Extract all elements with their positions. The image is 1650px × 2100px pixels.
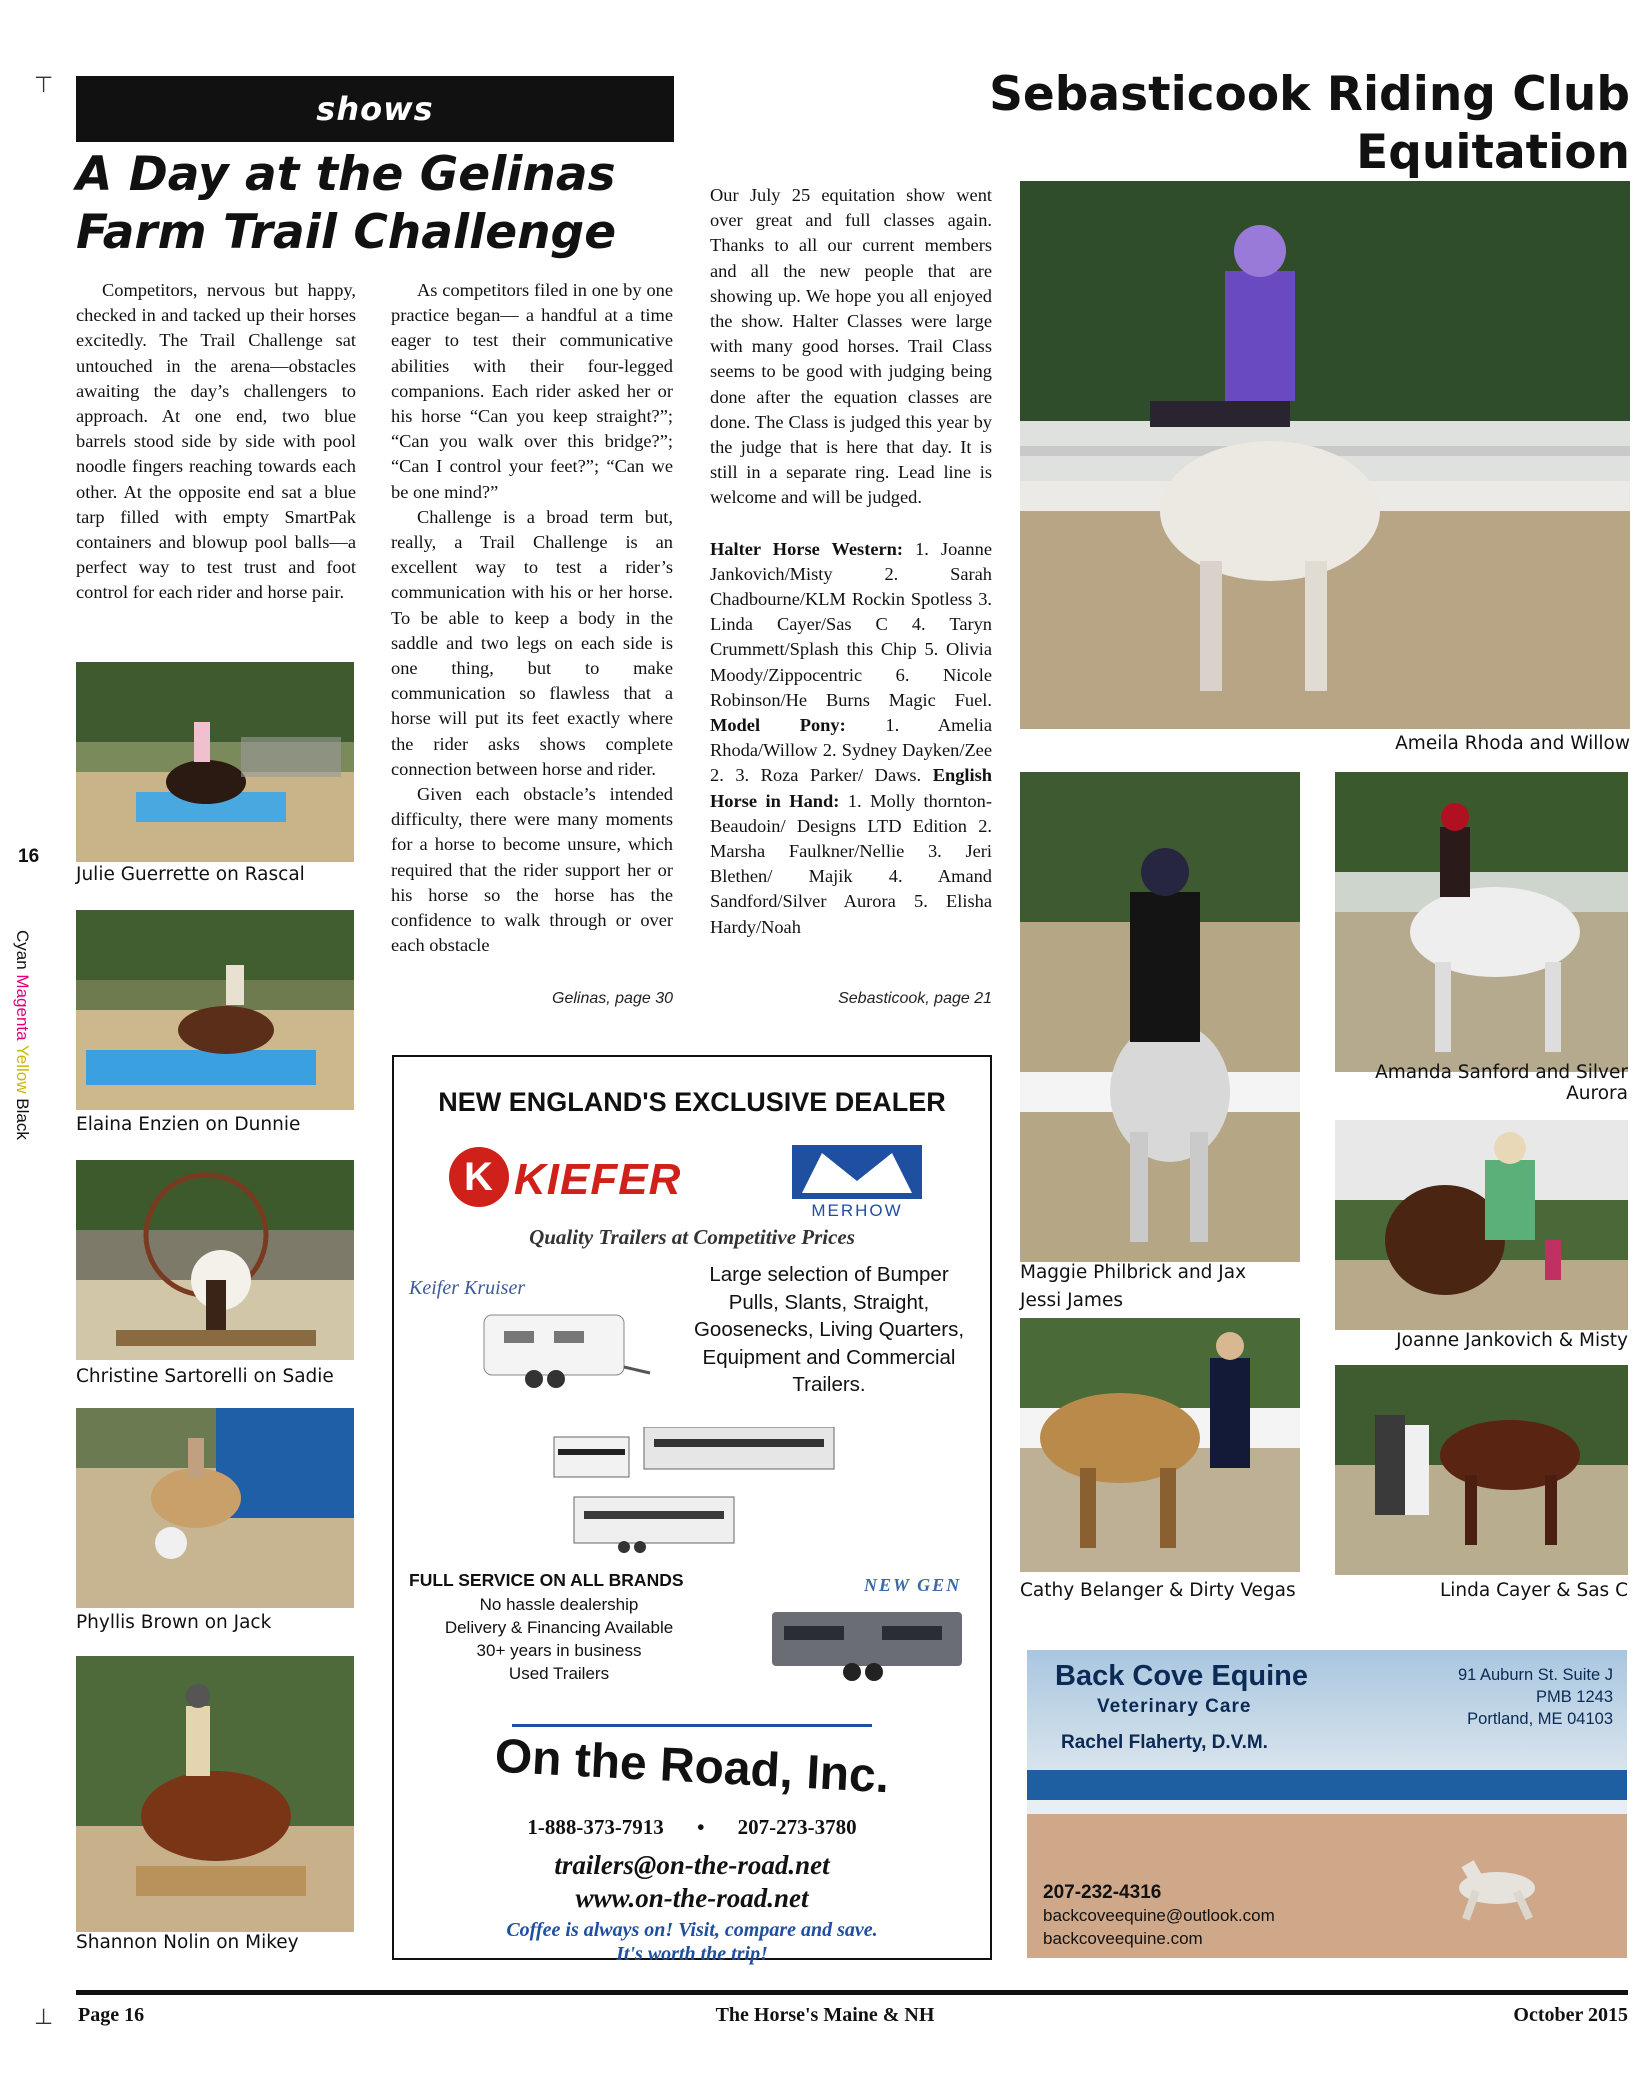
- article2-intro: Our July 25 equitation show went over great and full classes again. Thanks to all our current members and all the new people that are showing up. We hope you all enjoyed the show. Halter Classes were large with many good horses. Trail Class seems to be good with judging being done after the equation classes are done. The Class is judged this year by the judge that is here that day. It is still in a separate ring. Lead line is welcome and will be judged.: [710, 185, 992, 508]
- caption-maggie-1: Maggie Philbrick and Jax: [1020, 1262, 1247, 1283]
- newgen-trailer-image: [762, 1602, 982, 1692]
- footer-date: October 2015: [1513, 2004, 1628, 2026]
- registration-mark-bottom: ⊥: [34, 2004, 54, 2029]
- vet-doctor: Rachel Flaherty, D.V.M.: [1061, 1732, 1268, 1753]
- photo-amanda-silver: [1335, 772, 1628, 1072]
- footer-publication: The Horse's Maine & NH: [715, 2004, 935, 2026]
- margin-page-number: 16: [18, 846, 40, 867]
- kiefer-logo-text: KIEFER: [514, 1155, 682, 1204]
- vet-email[interactable]: backcoveequine@outlook.com: [1043, 1906, 1275, 1925]
- service-item: Delivery & Financing Available: [444, 1618, 674, 1637]
- ad-slogan-2: It's worth the trip!: [616, 1943, 768, 1965]
- ad-selection-text: Large selection of Bumper Pulls, Slants, Straight, Goosenecks, Living Quarters, Equipment and Commercial Trailers.: [693, 1263, 965, 1396]
- service-item: Used Trailers: [508, 1664, 610, 1683]
- merhow-logo-text: MERHOW: [811, 1201, 903, 1220]
- cyan-label: Cyan: [13, 930, 32, 970]
- footer-rule: [76, 1990, 1628, 1995]
- caption-cathy: Cathy Belanger & Dirty Vegas: [1020, 1580, 1296, 1601]
- caption-elaina: Elaina Enzien on Dunnie: [76, 1114, 301, 1135]
- vet-address: [1397, 1664, 1613, 1730]
- service-list: [409, 1593, 709, 1685]
- article2-continued-link[interactable]: Sebasticook, page 21: [838, 990, 992, 1007]
- kiefer-k-glyph: K: [464, 1155, 493, 1199]
- photo-shannon-mikey: [76, 1656, 354, 1932]
- service-item: No hassle dealership: [479, 1595, 639, 1614]
- footer-page: Page 16: [78, 2004, 145, 2026]
- ad-email[interactable]: trailers@on-the-road.net: [554, 1850, 830, 1880]
- ad-phones: [394, 1815, 990, 1840]
- vet-name: Back Cove Equine: [1055, 1660, 1309, 1692]
- gooseneck-trailers-image: [544, 1427, 844, 1557]
- article2-column: [710, 183, 992, 940]
- photo-phyllis-jack: [76, 1408, 354, 1608]
- results-heading-english: English Horse in Hand:: [710, 765, 992, 811]
- article1-continued-link[interactable]: Gelinas, page 30: [552, 990, 673, 1007]
- vet-address-line: 91 Auburn St. Suite J: [1457, 1666, 1613, 1684]
- results-heading-halter: Halter Horse Western:: [710, 538, 903, 559]
- trailer-ad: [392, 1055, 992, 1965]
- article1-col2-p1: As competitors filed in one by one practice began— a handful at a time eager to test their communicative abilities with their four-legged companions. Each rider asked her or his horse “Can you keep straight?”; “Can you walk over this bridge?”; “Can I control your feet?”; “Can we be one mind?”: [391, 280, 673, 502]
- magenta-label: Magenta: [13, 974, 32, 1041]
- caption-linda: Linda Cayer & Sas C: [1439, 1580, 1628, 1601]
- vet-subtitle: Veterinary Care: [1097, 1696, 1252, 1717]
- article2-results: [710, 537, 992, 940]
- section-header: shows: [76, 76, 674, 142]
- ad-headline: NEW ENGLAND'S EXCLUSIVE DEALER: [438, 1087, 946, 1117]
- ad-phone-2: 207-273-3780: [737, 1815, 857, 1839]
- results-english: 1. Molly thornton-Beaudoin/ Designs LTD Edition 2. Marsha Faulkner/Nellie 3. Jeri Blethen/ Majik 4. Amand Sandford/Silver Aurora 5. Elisha Hardy/Noah: [710, 790, 992, 937]
- color-bar-labels: [12, 930, 32, 1140]
- photo-amelia-willow: [1020, 181, 1630, 729]
- phone-separator: •: [697, 1815, 705, 1839]
- results-halter: 1. Joanne Jankovich/Misty 2. Sarah Chadbourne/KLM Rockin Spotless 3. Linda Cayer/Sas C 4. Taryn Crummett/Splash this Chip 5. Olivia Moody/Zippocentric 6. Nicole Robinson/He Burns Magic Fuel.: [710, 538, 992, 710]
- caption-maggie-2: Jessi James: [1020, 1290, 1123, 1311]
- service-heading: FULL SERVICE ON ALL BRANDS: [409, 1570, 684, 1590]
- photo-christine-sadie: [76, 1160, 354, 1360]
- article1-col2-p2: Challenge is a broad term but, really, a Trail Challenge is an excellent way to test a rider’s communication with his or her horse. To be able to keep a body in the saddle and two legs on each side is one thing, but to make communication so flawless that a horse will put its feet exactly where the rider asks shows complete connection between horse and rider.: [391, 506, 673, 779]
- ad-company-name: On the Road, Inc.: [493, 1729, 891, 1804]
- caption-shannon: Shannon Nolin on Mikey: [76, 1932, 299, 1953]
- ad-slogan-1: Coffee is always on! Visit, compare and save.: [506, 1919, 878, 1941]
- photo-joanne-misty: [1335, 1120, 1628, 1330]
- kruiser-trailer-image: [464, 1307, 654, 1397]
- article1-col1-paragraph: Competitors, nervous but happy, checked in and tacked up their horses excitedly. The Trail Challenge sat untouched in the arena—obstacles awaiting the day’s challengers to approach. At one end, two blue barrels stood side by side with pool noodle fingers reaching towards each other. At the opposite end sat a blue tarp filled with empty SmartPak containers and blowup pool balls—a perfect way to test trust and foot control for each rider and horse pair.: [76, 280, 356, 603]
- ad-website[interactable]: www.on-the-road.net: [575, 1883, 809, 1913]
- article1-column1: [76, 278, 356, 606]
- caption-amanda: Amanda Sanford and Silver Aurora: [1375, 1062, 1628, 1104]
- photo-elaina-dunnie: [76, 910, 354, 1110]
- ad-divider: [512, 1724, 872, 1727]
- article1-col2-p3: Given each obstacle’s intended difficulty, there were many moments for a horse to become unsure, which required that the rider support her or his horse so the horse has the confidence to walk through or over each obstacle: [391, 784, 673, 956]
- newgen-label: NEW GEN: [864, 1575, 962, 1595]
- yellow-label: Yellow: [13, 1045, 32, 1094]
- vet-address-line: Portland, ME 04103: [1467, 1710, 1613, 1728]
- photo-cathy-vegas: [1020, 1318, 1300, 1572]
- vet-ad: [1027, 1650, 1627, 1958]
- caption-phyllis: Phyllis Brown on Jack: [76, 1612, 272, 1633]
- article2-title-line1: Sebasticook Riding Club Equitation: [989, 67, 1630, 180]
- caption-julie: Julie Guerrette on Rascal: [76, 864, 305, 885]
- photo-linda-sas: [1335, 1365, 1628, 1575]
- article1-column2: [391, 278, 673, 958]
- photo-maggie-jax: [1020, 772, 1300, 1262]
- results-pony: 1. Amelia Rhoda/Willow 2. Sydney Dayken/Zee 2. 3. Roza Parker/ Daws.: [710, 715, 992, 786]
- merhow-logo-icon: [792, 1145, 922, 1199]
- caption-amelia: Ameila Rhoda and Willow: [1395, 733, 1630, 754]
- ad-phone-1: 1-888-373-7913: [527, 1815, 664, 1839]
- black-label: Black: [13, 1098, 32, 1140]
- caption-christine: Christine Sartorelli on Sadie: [76, 1366, 334, 1387]
- vet-address-line: PMB 1243: [1535, 1688, 1613, 1706]
- kruiser-label: Keifer Kruiser: [409, 1277, 526, 1299]
- photo-julie-rascal: [76, 662, 354, 862]
- vet-phone: 207-232-4316: [1043, 1882, 1162, 1903]
- article1-title: A Day at the Gelinas Farm Trail Challenge: [76, 147, 617, 260]
- registration-mark-top: ⊤: [34, 72, 54, 97]
- results-heading-pony: Model Pony:: [710, 715, 846, 736]
- vet-website[interactable]: backcoveequine.com: [1043, 1929, 1203, 1948]
- caption-joanne: Joanne Jankovich & Misty: [1396, 1330, 1628, 1351]
- ad-tagline: Quality Trailers at Competitive Prices: [529, 1225, 855, 1249]
- service-item: 30+ years in business: [476, 1641, 642, 1660]
